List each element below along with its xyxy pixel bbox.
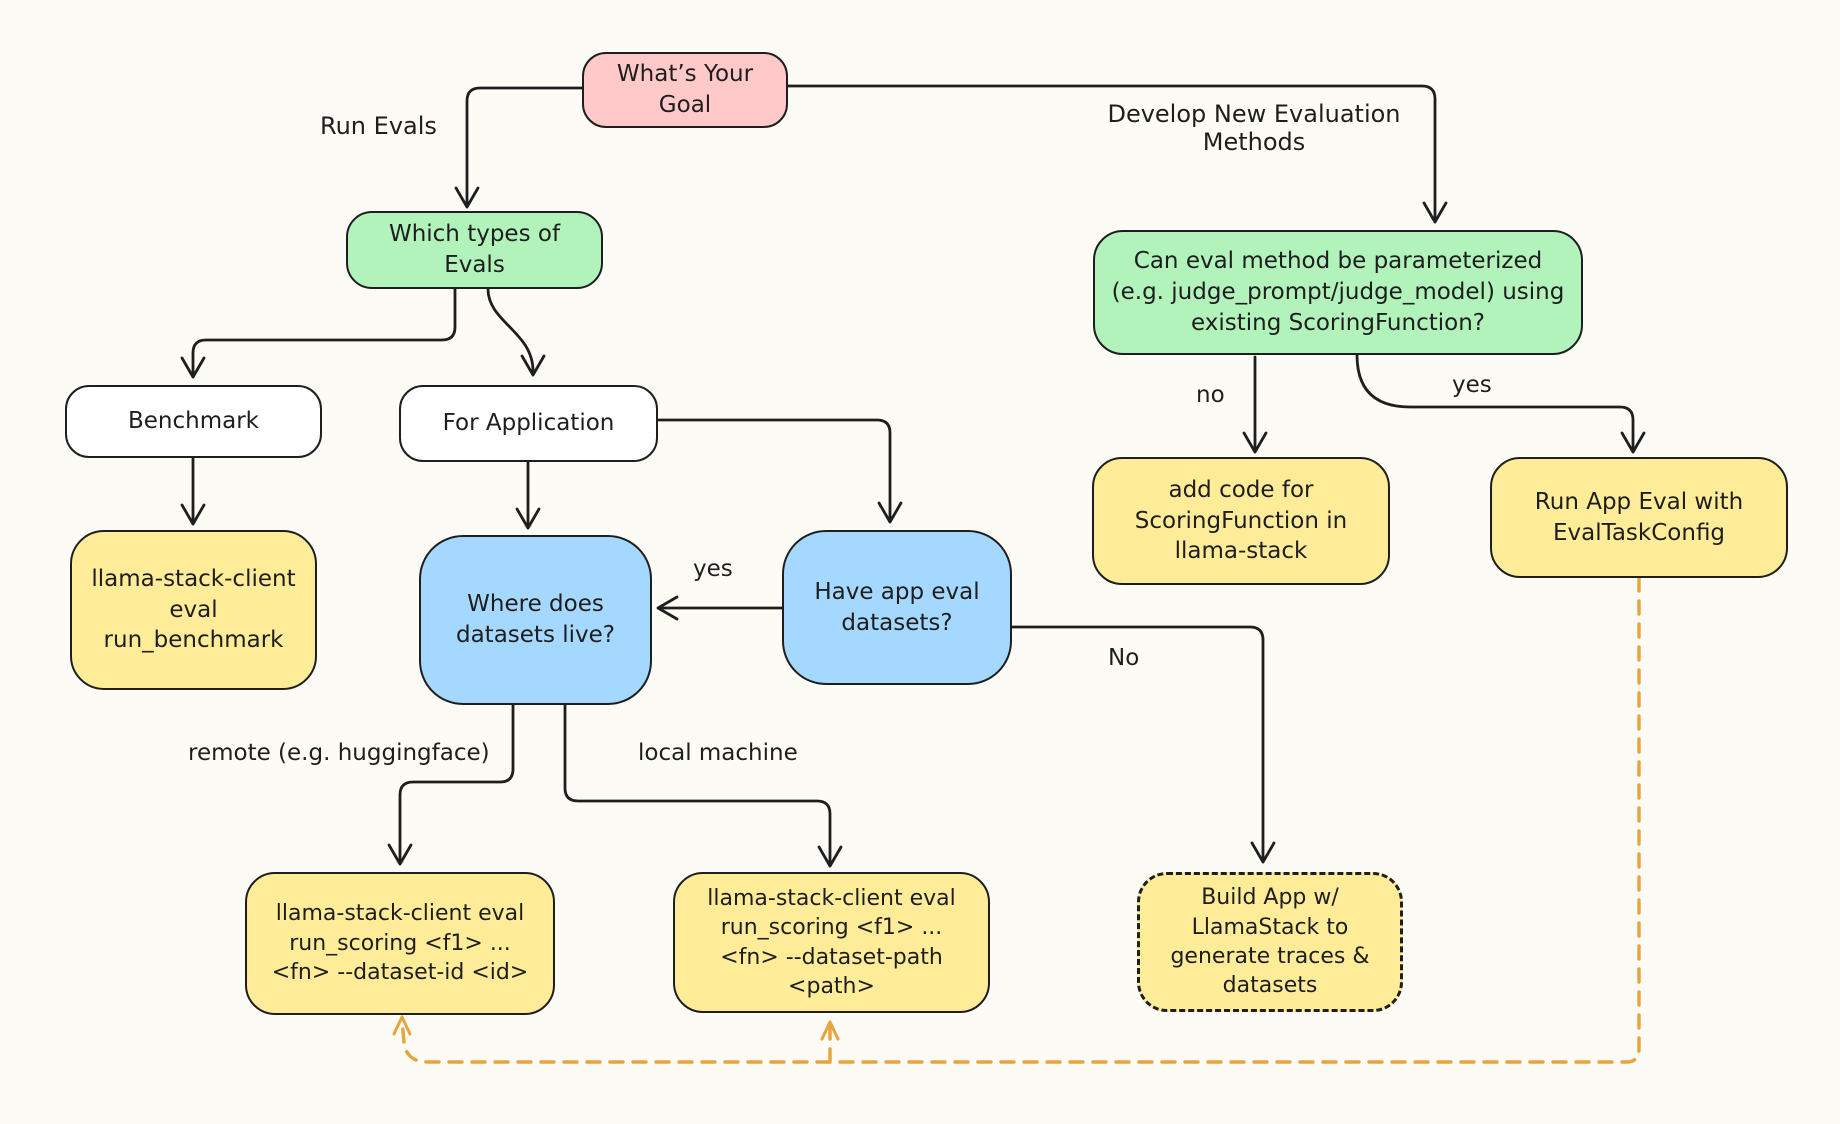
node-run-app-eval-evaltaskconfig xyxy=(1490,457,1788,578)
edge-label-yes-right: yes xyxy=(1452,372,1492,398)
node-label: Run App Eval with EvalTaskConfig xyxy=(1534,488,1744,546)
node-for-application xyxy=(399,385,658,462)
node-label: add code for ScoringFunction in llama-stack xyxy=(1134,476,1348,565)
node-where-datasets-live xyxy=(419,535,652,705)
node-label: llama-stack-client eval run_benchmark xyxy=(91,565,296,654)
edge-label-run-evals: Run Evals xyxy=(320,112,437,140)
edge-label-develop-new-evaluation-methods: Develop New Evaluation Methods xyxy=(1107,100,1401,156)
node-label: Have app eval datasets? xyxy=(814,578,980,636)
node-label: Benchmark xyxy=(127,408,259,435)
node-label: llama-stack-client eval run_scoring <f1> ... <fn> --dataset-path <path> xyxy=(707,885,956,999)
edge-label-local-machine: local machine xyxy=(638,740,798,766)
edge-where-datasets-run-scoring-path xyxy=(565,705,830,863)
node-run-benchmark-command xyxy=(70,530,317,690)
node-label: Can eval method be parameterized (e.g. judge_prompt/judge_model) using existing ScoringFunction? xyxy=(1111,248,1565,336)
node-build-app-llamastack xyxy=(1137,872,1403,1012)
edge-which-types-for-application xyxy=(488,289,533,371)
node-label: llama-stack-client eval run_scoring <f1> ... <fn> --dataset-id <id> xyxy=(271,901,529,986)
edge-for-application-have-datasets xyxy=(658,420,890,519)
node-label: Where does datasets live? xyxy=(455,591,615,648)
node-whats-your-goal xyxy=(582,52,788,128)
node-can-eval-be-parameterized xyxy=(1093,230,1583,355)
edge-label-no-cap: No xyxy=(1108,645,1140,671)
edge-where-datasets-run-scoring-id xyxy=(400,705,513,861)
edge-which-types-benchmark xyxy=(193,289,455,374)
node-label: For Application xyxy=(442,410,615,437)
edge-label-yes-mid: yes xyxy=(693,556,733,582)
node-have-app-eval-datasets xyxy=(782,530,1012,685)
node-label: Which types of Evals xyxy=(388,221,561,278)
node-label: Build App w/ LlamaStack to generate traces & datasets xyxy=(1170,885,1370,999)
node-run-scoring-dataset-id xyxy=(245,872,555,1015)
node-run-scoring-dataset-path xyxy=(673,872,990,1013)
edge-parameterized-run-app-eval xyxy=(1357,355,1633,449)
edge-goal-which-types xyxy=(467,88,582,204)
node-benchmark xyxy=(65,385,322,458)
node-add-code-scoring-function xyxy=(1092,457,1390,585)
node-which-types-of-evals xyxy=(346,211,603,289)
edge-label-no: no xyxy=(1196,382,1225,408)
edge-label-remote-huggingface: remote (e.g. huggingface) xyxy=(188,740,490,766)
node-label: What’s Your Goal xyxy=(616,61,754,118)
